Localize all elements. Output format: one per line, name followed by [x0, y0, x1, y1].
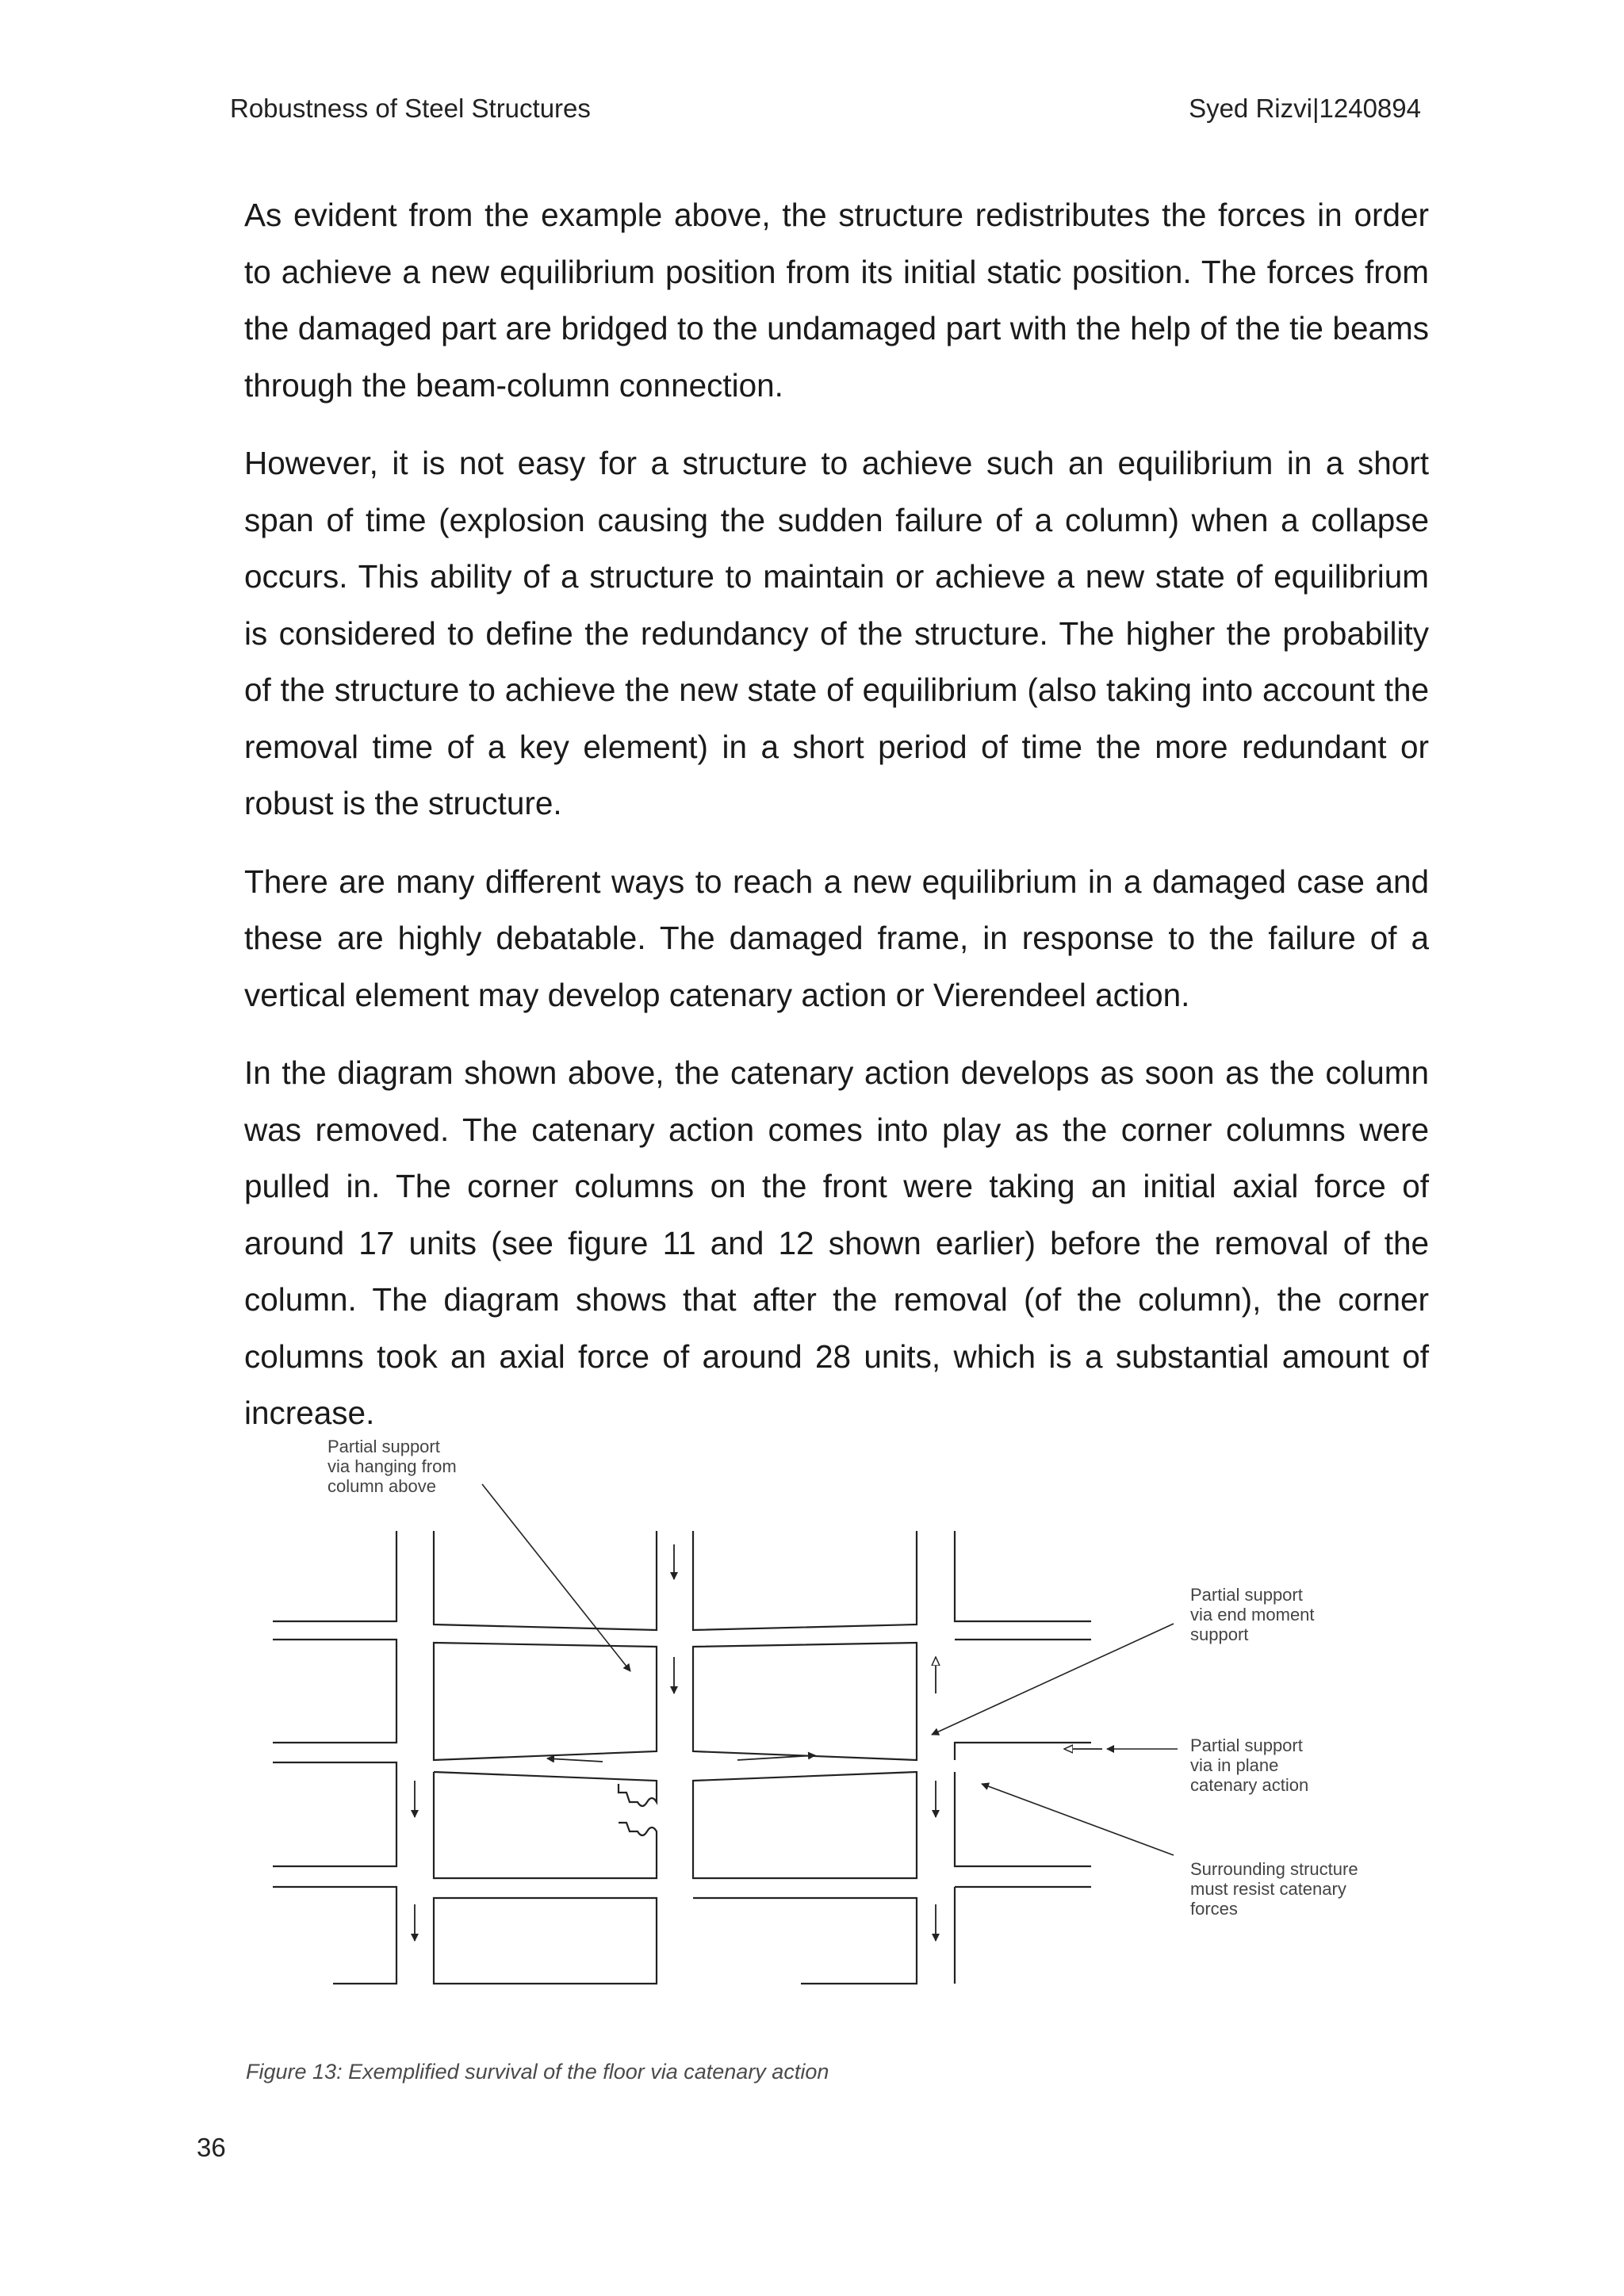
paragraph: In the diagram shown above, the catenary action develops as soon as the column was removed. The catenary action comes into play as the corner columns were pulled in. The corner columns on the front were taking an initial axial force of around 17 units (see figure 11 and 12 shown earlier) before the removal of the column. The diagram shows that after the removal (of the column), the corner columns took an axial force of around 28 units, which is a substantial amount of increase.: [244, 1054, 1429, 1431]
page-number: 36: [197, 2133, 226, 2162]
figure-catenary-action: [262, 1419, 1411, 2014]
body-text: [244, 187, 1429, 1464]
figure-caption: Figure 13: Exemplified survival of the floor via catenary action: [246, 2060, 829, 2084]
paragraph: There are many different ways to reach a new equilibrium in a damaged case and these are highly debatable. The damaged frame, in response to the failure of a vertical element may develop catenary action or Vierendeel action.: [244, 863, 1429, 1013]
running-header-title: Robustness of Steel Structures: [230, 94, 591, 123]
running-header-author: Syed Rizvi|1240894: [1189, 94, 1421, 123]
catenary-diagram: [262, 1419, 1411, 2014]
figure-labels: [327, 1437, 1363, 1919]
frame-grid: [273, 1531, 1091, 1984]
paragraph: As evident from the example above, the structure redistributes the forces in order to achieve a new equilibrium position from its initial static position. The forces from the damaged part are bridged to the undamaged part with the help of the tie beams through the beam-column connection.: [244, 197, 1429, 404]
label-hanging: Partial support via hanging from column above: [327, 1437, 457, 1496]
paragraph: However, it is not easy for a structure to achieve such an equilibrium in a short span of time (explosion causing the sudden failure of a column) when a collapse occurs. This ability of a structure to maintain or achieve a new state of equilibrium is considered to define the redundancy of the structure. The higher the probability of the structure to achieve the new state of equilibrium (also taking into account the removal time of a key element) in a short period of time the more redundant or robust is the structure.: [244, 445, 1429, 821]
label-surrounding: Surrounding structure must resist catenary forces: [1190, 1859, 1358, 1919]
label-leaders: [482, 1484, 1178, 1855]
label-end-moment: Partial support via end moment support: [1190, 1585, 1315, 1644]
label-catenary: Partial support via in plane catenary action: [1190, 1735, 1309, 1795]
